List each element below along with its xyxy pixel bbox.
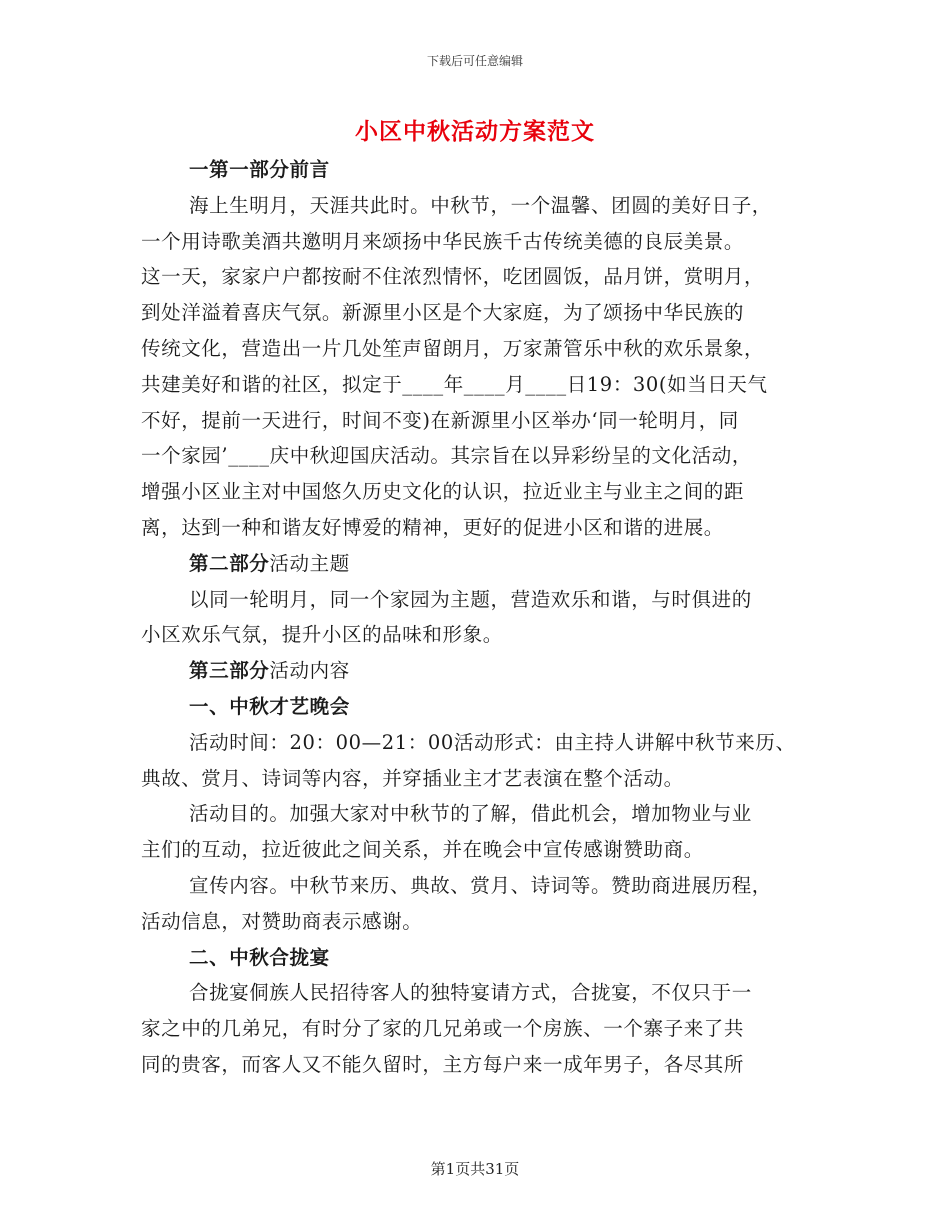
body-text: 以同一轮明月，同一个家园为主题，营造欢乐和谐，与时俱进的 [189, 587, 752, 611]
text-line [141, 438, 821, 474]
heading-text: 一第一部分前言 [189, 158, 330, 181]
body-text: 离，达到一种和谐友好博爱的精神，更好的促进小区和谐的进展。 [141, 515, 724, 539]
page-footer: 第1页共31页 [430, 1160, 520, 1178]
text-line [141, 582, 821, 618]
document-body [141, 152, 821, 1083]
text-line [141, 1011, 821, 1047]
body-text: 增强小区业主对中国悠久历史文化的认识，拉近业主与业主之间的距 [141, 480, 745, 504]
text-line [141, 725, 821, 761]
text-line [141, 403, 821, 439]
text-line [141, 188, 821, 224]
body-text: 合拢宴侗族人民招待客人的独特宴请方式，合拢宴，不仅只于一 [189, 981, 752, 1005]
body-text: 海上生明月，天涯共此时。中秋节，一个温馨、团圆的美好日子， [189, 193, 772, 217]
body-text: 活动主题 [269, 551, 350, 575]
body-text: 一个用诗歌美酒共邀明月来颂扬中华民族千古传统美德的良辰美景。 [141, 229, 745, 253]
text-line [141, 259, 821, 295]
body-text: 同的贵客，而客人又不能久留时，主方每户来一成年男子，各尽其所 [141, 1052, 745, 1076]
text-line [141, 367, 821, 403]
text-line [141, 295, 821, 331]
text-line [141, 832, 821, 868]
body-text: 共建美好和谐的社区，拟定于____年____月____日19：30(如当日天气 [141, 372, 768, 396]
text-line [141, 975, 821, 1011]
body-text: 活动信息，对赞助商表示感谢。 [141, 909, 423, 933]
heading-text: 第三部分 [189, 659, 270, 683]
body-text: 活动内容 [269, 659, 350, 683]
text-line [141, 546, 821, 582]
text-line [141, 152, 821, 188]
text-line [141, 796, 821, 832]
body-text: 典故、赏月、诗词等内容，并穿插业主才艺表演在整个活动。 [141, 766, 684, 790]
body-text: 活动时间：20：00—21：00活动形式：由主持人讲解中秋节来历、 [189, 730, 796, 754]
body-text: 传统文化，营造出一片几处笙声留朗月，万家萧管乐中秋的欢乐景象， [141, 336, 765, 360]
heading-text: 第二部分 [189, 551, 270, 575]
text-line [141, 474, 821, 510]
text-line [141, 331, 821, 367]
body-text: 一个家园’____庆中秋迎国庆活动。其宗旨在以异彩纷呈的文化活动， [141, 444, 752, 468]
body-text: 主们的互动，拉近彼此之间关系，并在晚会中宣传感谢赞助商。 [141, 838, 704, 862]
text-line [141, 617, 821, 653]
document-title: 小区中秋活动方案范文 [355, 118, 595, 145]
body-text: 宣传内容。中秋节来历、典故、赏月、诗词等。赞助商进展历程， [189, 873, 772, 897]
text-line [141, 940, 821, 976]
body-text: 活动目的。加强大家对中秋节的了解，借此机会，增加物业与业 [189, 802, 752, 826]
text-line [141, 689, 821, 725]
body-text: 不好，提前一天进行，时间不变)在新源里小区举办‘同一轮明月，同 [141, 408, 739, 432]
heading-text: 二、中秋合拢宴 [189, 945, 330, 969]
text-line [141, 868, 821, 904]
text-line [141, 1047, 821, 1083]
text-line [141, 224, 821, 260]
header-note: 下载后可任意编辑 [426, 54, 523, 68]
body-text: 这一天，家家户户都按耐不住浓烈情怀，吃团圆饭，品月饼，赏明月， [141, 265, 765, 289]
text-line [141, 904, 821, 940]
text-line [141, 761, 821, 797]
text-line [141, 653, 821, 689]
body-text: 家之中的几弟兄，有时分了家的几兄弟或一个房族、一个寨子来了共 [141, 1017, 745, 1041]
body-text: 小区欢乐气氛，提升小区的品味和形象。 [141, 623, 503, 647]
heading-text: 一、中秋才艺晚会 [189, 694, 350, 718]
text-line [141, 510, 821, 546]
body-text: 到处洋溢着喜庆气氛。新源里小区是个大家庭，为了颂扬中华民族的 [141, 301, 745, 325]
